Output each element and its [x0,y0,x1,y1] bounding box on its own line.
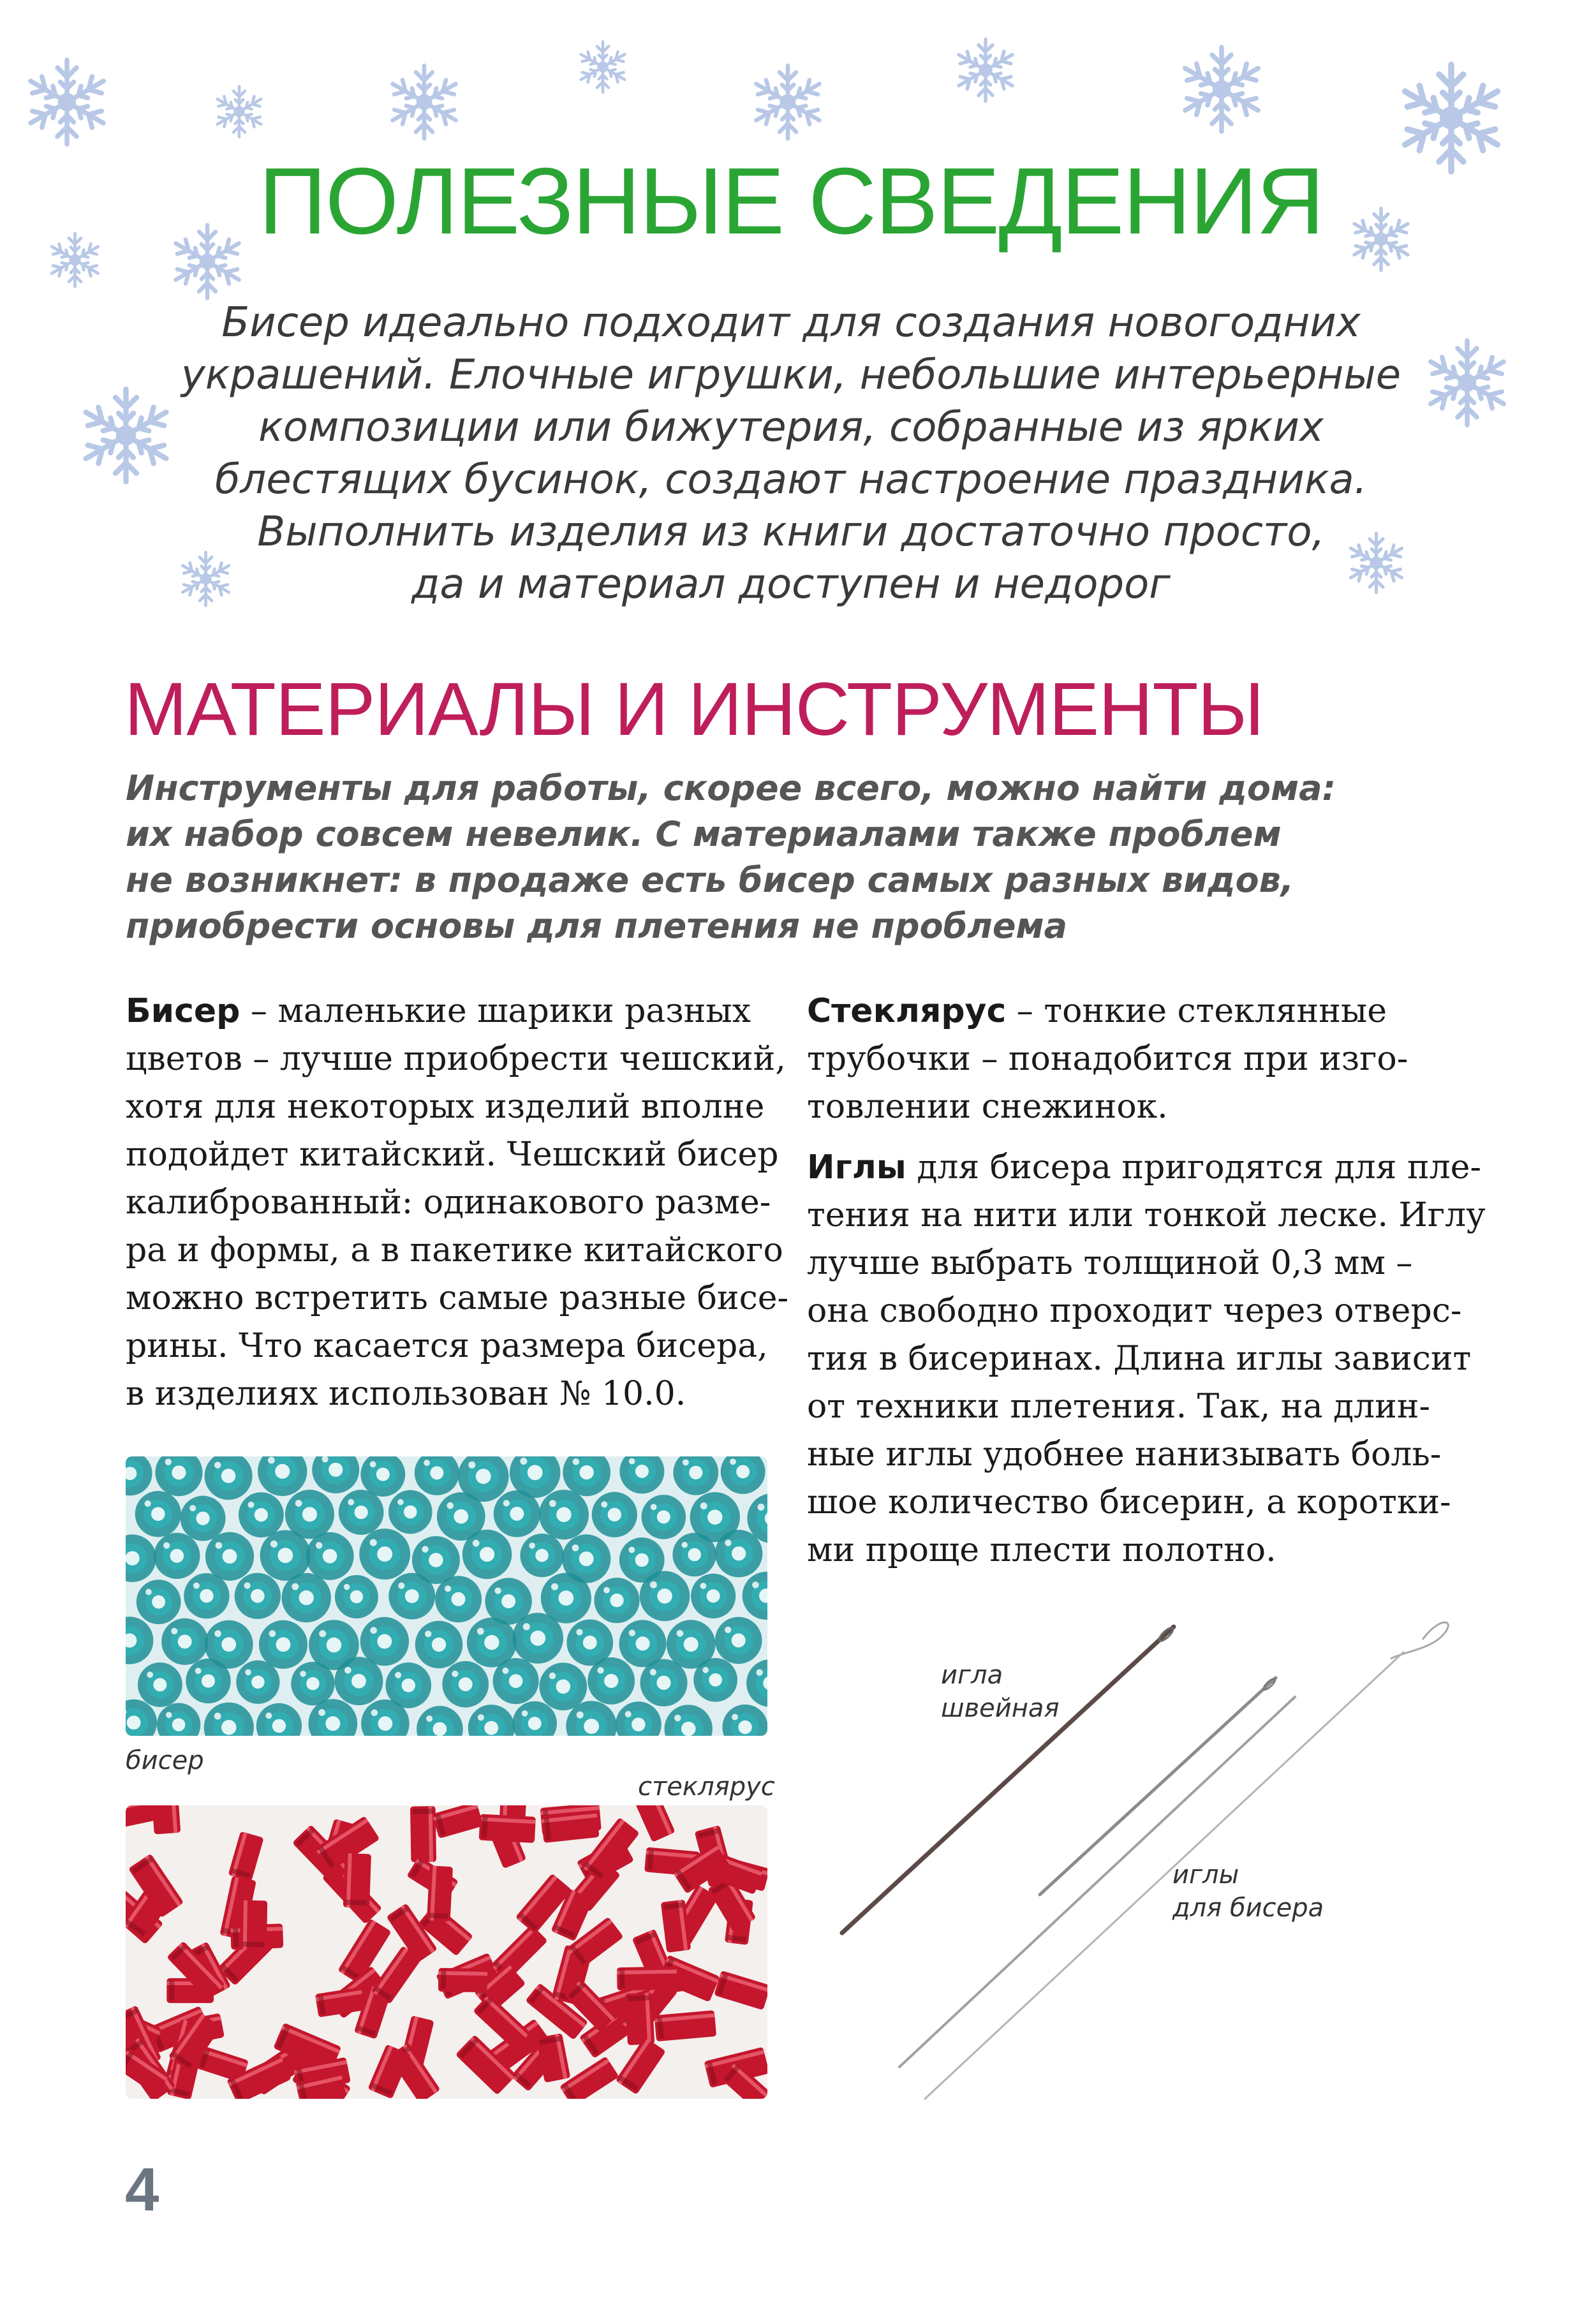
bead-icon [312,1456,359,1493]
section-title: МАТЕРИАЛЫ И ИНСТРУМЕНТЫ [124,667,1264,751]
caption-line: для бисера [1172,1893,1324,1923]
text-line: лучше выбрать толщиной 0,3 мм – [807,1244,1413,1282]
text-line: цветов – лучше приобрести чешский, [126,1040,786,1078]
intro-line: да и материал доступен и недорог [411,561,1171,608]
text-line: от техники плетения. Так, на длин- [807,1388,1431,1426]
bead-icon [335,1575,378,1618]
bead-icon [360,1456,405,1497]
bead-needles-caption [1172,1858,1324,1925]
text-line: можно встретить самые разные бисе- [126,1279,789,1317]
bugle-paragraph [807,988,1477,1131]
bead-icon [184,1573,229,1618]
bead-icon [281,1573,330,1622]
lead-line: не возникнет: в продаже есть бисер самых разных видов, [126,860,1294,900]
bead-icon [335,1657,383,1705]
text-line: хотя для некоторых изделий вполне [126,1088,765,1126]
text-line [126,988,776,1035]
bead-icon [715,1530,762,1577]
intro-line: украшений. Елочные игрушки, небольшие интерьерные [181,352,1401,399]
bead-icon [235,1573,281,1619]
snowflake-icon [211,83,268,140]
bead-icon [186,1659,230,1703]
bugle-bead-icon [151,1805,181,1834]
bead-icon [339,1490,384,1535]
bead-icon [442,1661,489,1708]
snowflake-icon [19,54,115,150]
text-segment: для бисера пригодятся для пле- [906,1148,1482,1187]
beads-paragraph [126,988,789,1418]
bead-icon [594,1578,639,1623]
bead-icon [138,1662,182,1707]
bugle-bead-icon [625,1992,654,2045]
bead-icon [388,1490,432,1534]
bead-icon [619,1456,664,1493]
needles-term: Иглы [807,1148,906,1187]
text-line [807,1144,1482,1192]
needles-illustration [829,1614,1467,2105]
bead-icon [592,1492,637,1537]
bead-icon [435,1576,482,1622]
bead-icon [642,1495,686,1539]
bugle-bead-icon [343,1853,371,1908]
text-line: товлении снежинок. [807,1088,1168,1126]
bugle-caption: стеклярус [638,1772,775,1802]
bugle-bead-icon [438,1968,487,1992]
bead-icon [157,1703,200,1736]
text-line: тия в бисеринах. Длина иглы зависит [807,1340,1472,1378]
needles-paragraph [807,1144,1486,1574]
beads-term: Бисер [126,992,240,1030]
bugle-bead-icon [427,1865,453,1921]
bead-icon [306,1532,354,1580]
bead-icon [691,1574,736,1618]
lead-line: приобрести основы для плетения не проблема [126,906,1068,946]
snowflake-icon [746,61,829,144]
bead-icon [746,1659,767,1707]
bugle-bead-icon [240,1900,267,1950]
right-column [807,988,1486,1587]
bead-icon [239,1492,284,1537]
bead-icon [673,1456,718,1495]
bead-icon [126,1456,152,1495]
snowflake-icon [574,38,632,96]
left-column [126,988,789,1431]
snowflake-icon [1419,335,1515,431]
bugle-bead-icon [714,1971,767,2010]
text-line: ра и формы, а в пакетике китайского [126,1231,783,1269]
bead-icon [415,1456,459,1495]
text-line [807,988,1477,1035]
bead-icon [161,1618,208,1665]
bead-icon [494,1490,540,1537]
section-lead [126,766,1338,949]
bead-icon [388,1573,435,1620]
bead-icon [360,1617,409,1666]
bead-icon [181,1496,226,1541]
bugle-bead-icon [634,1805,676,1842]
bead-icon [126,1534,156,1582]
snowflake-icon [383,61,466,144]
bead-icon [693,1658,737,1702]
text-line: она свободно проходит через отверс- [807,1292,1462,1330]
sewing-needle-caption [941,1659,1060,1725]
page-number: 4 [125,2156,159,2224]
bugle-bead-icon [617,1967,677,1991]
bead-icon [259,1620,307,1669]
bead-icon [722,1705,767,1736]
bead-icon [126,1617,153,1664]
text-line: подойдет китайский. Чешский бисер [126,1136,779,1174]
intro-line: блестящих бусинок, создают настроение праздника. [214,456,1368,503]
text-line: ми проще плести полотно. [807,1531,1276,1569]
bugle-bead-icon [616,2037,666,2095]
bead-icon [721,1456,765,1494]
bugle-bead-icon [432,1805,483,1839]
bugle-beads-photo [126,1805,767,2099]
beads-caption: бисер [126,1746,204,1775]
caption-line: швейная [941,1694,1060,1723]
bugle-term: Стеклярус [807,992,1007,1030]
bead-icon [154,1533,200,1579]
lead-line: Инструменты для работы, скорее всего, можно найти дома: [126,768,1336,808]
bead-icon [359,1528,410,1580]
bugle-bead-icon [315,1987,365,2018]
caption-line: иглы [1172,1860,1239,1890]
bead-icon [588,1657,635,1705]
text-line: тения на нити или тонкой леске. Иглу [807,1196,1486,1234]
bead-icon [137,1580,181,1624]
bead-icon [640,1571,690,1622]
text-segment: – маленькие шарики разных [240,992,751,1030]
caption-line: игла [941,1661,1003,1690]
lead-line: их набор совсем невелик. С материалами также проблем [126,814,1282,854]
bead-icon [563,1456,610,1496]
bead-icon [417,1706,463,1736]
intro-line: композиции или бижутерия, собранные из ярких [258,404,1324,451]
text-line: калиброванный: одинакового разме- [126,1183,771,1222]
text-line: ные иглы удобнее нанизывать боль- [807,1435,1442,1474]
bead-icon [715,1617,762,1664]
bead-icon [539,1490,589,1539]
bead-icon [640,1659,687,1706]
text-line: шое количество бисерин, а коротки- [807,1483,1451,1521]
text-line: в изделиях использован № 10.0. [126,1375,686,1413]
bugle-bead-icon [479,1814,536,1843]
bead-icon [493,1658,539,1704]
bead-icon [260,1530,311,1580]
page-title: ПОЛЕЗНЫЕ СВЕДЕНИЯ [258,149,1324,254]
snowflake-icon [1174,41,1269,137]
text-line: рины. Что касается размера бисера, [126,1327,768,1365]
intro-paragraph [153,297,1429,611]
bead-icon [462,1530,512,1580]
bugle-bead-icon [654,2010,716,2041]
bead-icon [415,1621,463,1669]
bead-icon [236,1661,279,1704]
text-segment: – тонкие стеклянные [1006,992,1387,1030]
bead-icon [205,1456,253,1500]
bugle-bead-icon [410,1806,436,1862]
bead-icon [256,1703,302,1736]
bead-icon [468,1705,515,1736]
bead-icon [204,1703,254,1736]
bead-icon [155,1456,202,1496]
bead-icon [258,1456,307,1496]
bugle-bead-icon [228,1832,264,1882]
intro-line: Выполнить изделия из книги достаточно просто, [257,508,1325,556]
bead-icon [616,1701,662,1736]
bead-icon [672,1533,716,1576]
intro-line: Бисер идеально подходит для создания новогодних [221,299,1361,346]
bead-icon [665,1705,713,1736]
bead-icon [520,1534,563,1577]
snowflake-icon [950,35,1021,105]
beads-photo [126,1456,767,1736]
bead-icon [512,1613,563,1664]
bead-icon [539,1662,587,1710]
bead-icon [205,1532,254,1581]
bead-icon [135,1491,181,1537]
bead-icon [743,1572,767,1620]
bead-icon [291,1662,334,1705]
text-line: трубочки – понадобится при изго- [807,1040,1408,1078]
